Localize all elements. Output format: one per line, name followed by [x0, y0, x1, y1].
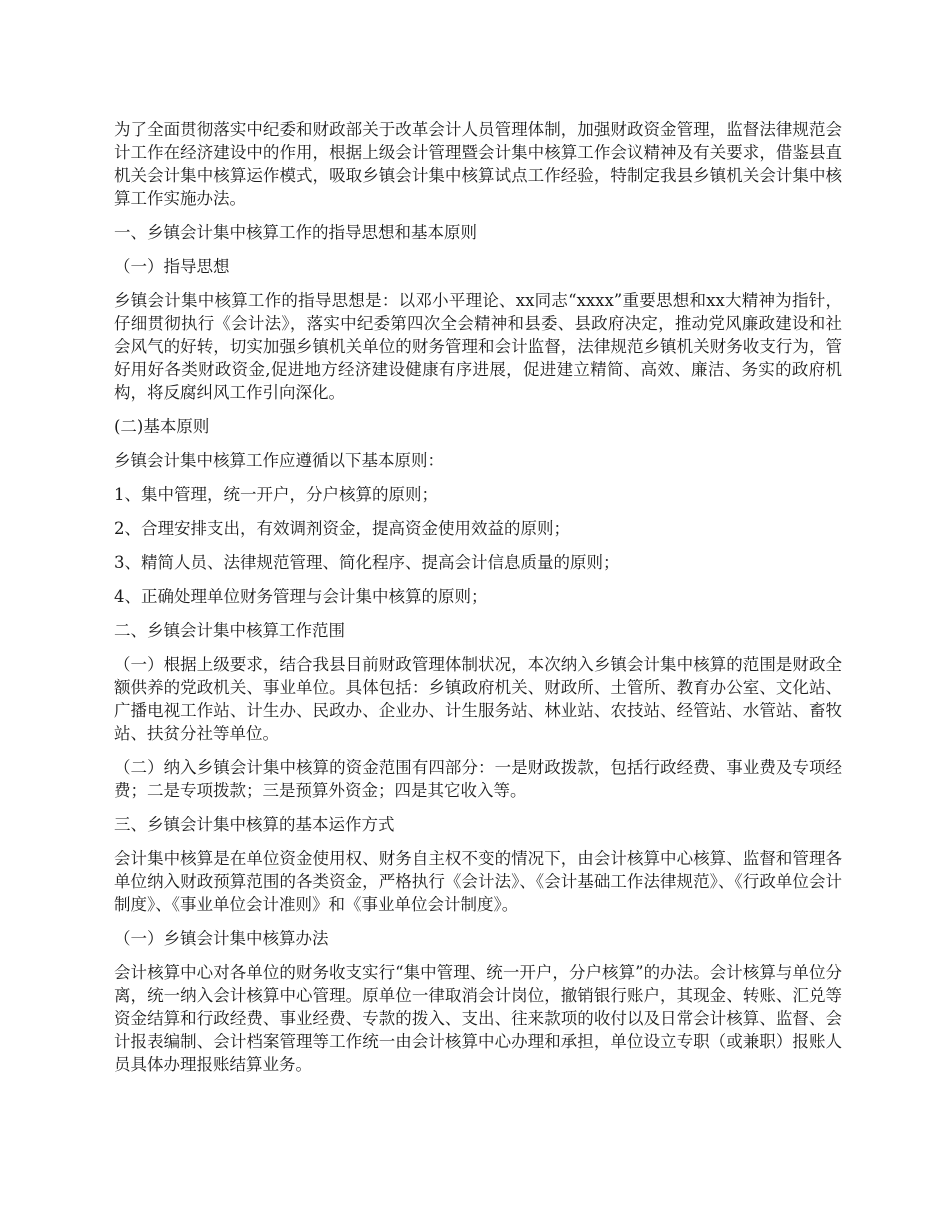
principle-item: 1、集中管理，统一开户，分户核算的原则；	[114, 485, 438, 504]
principles-intro-paragraph: 乡镇会计集中核算工作应遵循以下基本原则：	[114, 451, 444, 470]
guiding-ideology-paragraph: 乡镇会计集中核算工作的指导思想是：以邓小平理论、xx同志“xxxx”重要思想和xx大精神为指针，仔细贯彻执行《会计法》，落实中纪委第四次全会精神和县委、县政府决定，推动党风廉政建设和社会风气的好转，切实加强乡镇机关单位的财务管理和会计监督，法律规范乡镇机关财务收支行为，管好用好各类财政资金,促进地方经济建设健康有序进展，促进建立精简、高效、廉洁、务实的政府机构，将反腐纠风工作引向深化。	[114, 291, 842, 402]
principle-item: 3、精简人员、法律规范管理、简化程序、提高会计信息质量的原则；	[114, 553, 620, 572]
intro-paragraph: 为了全面贯彻落实中纪委和财政部关于改革会计人员管理体制，加强财政资金管理，监督法律规范会计工作在经济建设中的作用，根据上级会计管理暨会计集中核算工作会议精神及有关要求，借鉴县直机关会计集中核算运作模式，吸取乡镇会计集中核算试点工作经验，特制定我县乡镇机关会计集中核算工作实施办法。	[114, 120, 842, 208]
principle-item: 2、合理安排支出，有效调剂资金，提高资金使用效益的原则；	[114, 519, 570, 538]
section-heading-3: 三、乡镇会计集中核算的基本运作方式	[114, 815, 395, 834]
principle-item: 4、正确处理单位财务管理与会计集中核算的原则；	[114, 587, 488, 606]
operation-mode-paragraph: 会计集中核算是在单位资金使用权、财务自主权不变的情况下，由会计核算中心核算、监督和管理各单位纳入财政预算范围的各类资金，严格执行《会计法》、《会计基础工作法律规范》、《行政单位会计制度》、《事业单位会计准则》和《事业单位会计制度》。	[114, 849, 842, 914]
section-heading-1: 一、乡镇会计集中核算工作的指导思想和基本原则	[114, 223, 477, 242]
document-body	[114, 118, 842, 1087]
subsection-heading-basic-principles: (二)基本原则	[114, 417, 210, 436]
subsection-heading-guiding-ideology: （一）指导思想	[114, 257, 230, 276]
section-heading-2: 二、乡镇会计集中核算工作范围	[114, 621, 345, 640]
scope-units-paragraph: （一）根据上级要求，结合我县目前财政管理体制状况，本次纳入乡镇会计集中核算的范围是财政全额供养的党政机关、事业单位。具体包括：乡镇政府机关、财政所、土管所、教育办公室、文化站、广播电视工作站、计生办、民政办、企业办、计生服务站、林业站、农技站、经管站、水管站、畜牧站、扶贫分社等单位。	[114, 655, 842, 743]
scope-funds-paragraph: （二）纳入乡镇会计集中核算的资金范围有四部分：一是财政拨款，包括行政经费、事业费及专项经费；二是专项拨款；三是预算外资金；四是其它收入等。	[114, 758, 842, 800]
subsection-heading-method: （一）乡镇会计集中核算办法	[114, 929, 329, 948]
method-paragraph: 会计核算中心对各单位的财务收支实行“集中管理、统一开户，分户核算”的办法。会计核算与单位分离，统一纳入会计核算中心管理。原单位一律取消会计岗位，撤销银行账户，其现金、转账、汇兑等资金结算和行政经费、事业经费、专款的拨入、支出、往来款项的收付以及日常会计核算、监督、会计报表编制、会计档案管理等工作统一由会计核算中心办理和承担，单位设立专职（或兼职）报账人员具体办理报账结算业务。	[114, 963, 842, 1074]
